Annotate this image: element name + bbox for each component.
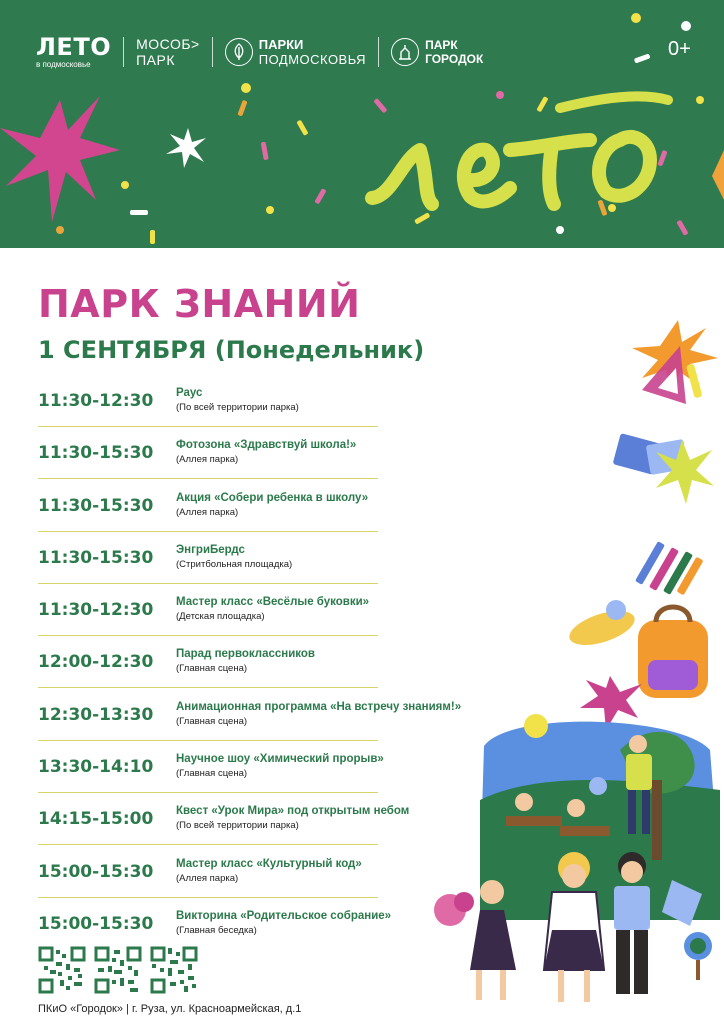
schedule-row: [38, 432, 486, 484]
leto-logo-text: ЛЕТО: [36, 33, 112, 61]
event-location: (Стритбольная площадка): [176, 558, 293, 570]
venue-address: ПКиО «Городок» | г. Руза, ул. Красноармейская, д.1: [38, 1003, 302, 1015]
logo-divider: [378, 37, 379, 67]
event-name: Анимационная программа «На встречу знаниям!»: [176, 700, 462, 713]
row-divider: [38, 897, 378, 898]
schedule-row: [38, 380, 486, 432]
event-name: Фотозона «Здравствуй школа!»: [176, 439, 357, 452]
event-name: Научное шоу «Химический прорыв»: [176, 753, 384, 766]
gorodok-logo-line2: ГОРОДОК: [425, 52, 484, 66]
parki-logo-line1: ПАРКИ: [258, 37, 304, 52]
event-date: 1 СЕНТЯБРЯ (Понедельник): [38, 336, 425, 364]
gorodok-logo-line1: ПАРК: [425, 38, 458, 52]
event-time: 12:00-12:30: [38, 652, 154, 673]
row-divider: [38, 635, 378, 636]
schedule-row: [38, 485, 486, 537]
tree-emblem-icon: [225, 38, 253, 66]
event-location: (По всей территории парка): [176, 820, 299, 832]
event-name: Мастер класс «Культурный код»: [176, 857, 362, 870]
event-time: 13:30-14:10: [38, 757, 154, 778]
event-time: 11:30-15:30: [38, 443, 154, 464]
event-location: (Аллея парка): [176, 506, 239, 518]
mosobpark-logo: [136, 36, 200, 68]
header-banner: [0, 0, 724, 248]
pink-star-decoration: [0, 96, 120, 222]
event-location: (Главная сцена): [176, 663, 248, 675]
event-time: 15:00-15:30: [38, 861, 154, 882]
mosobpark-logo-line2: ПАРК: [136, 52, 176, 68]
schedule-row: [38, 851, 486, 903]
event-name: Раус: [176, 387, 203, 399]
event-time: 11:30-12:30: [38, 391, 154, 411]
age-rating-badge: 0+: [668, 38, 691, 60]
page-title: ПАРК ЗНАНИЙ: [38, 282, 361, 326]
row-divider: [38, 426, 378, 427]
leto-logo-subtext: в подмосковье: [36, 60, 91, 69]
leto-lettering: [372, 96, 668, 204]
logo-divider: [123, 37, 124, 67]
church-emblem-icon: [391, 38, 419, 66]
event-name: Мастер класс «Весёлые буковки»: [176, 596, 370, 609]
event-schedule: [38, 380, 486, 955]
qr-code-icon[interactable]: [150, 946, 198, 994]
row-divider: [38, 687, 378, 688]
schedule-row: [38, 537, 486, 589]
event-location: (Главная сцена): [176, 715, 248, 727]
parki-podmoskovya-logo: [225, 37, 366, 67]
schedule-row: [38, 746, 486, 798]
event-name: Квест «Урок Мира» под открытым небом: [176, 805, 410, 818]
event-time: 14:15-15:00: [38, 809, 154, 830]
mosobpark-logo-line1: МОСОБ>: [136, 36, 200, 52]
event-location: (Главная беседка): [176, 924, 257, 936]
row-divider: [38, 531, 378, 532]
event-name: ЭнгриБердс: [176, 543, 245, 556]
event-location: (Аллея парка): [176, 454, 239, 466]
event-name: Викторина «Родительское собрание»: [176, 909, 392, 922]
school-illustration: [420, 320, 724, 1020]
event-name: Акция «Собери ребенка в школу»: [176, 491, 369, 504]
event-time: 11:30-15:30: [38, 495, 154, 516]
event-time: 11:30-12:30: [38, 600, 154, 621]
schedule-row: [38, 641, 486, 693]
event-location: (Главная сцена): [176, 768, 248, 780]
schedule-row: [38, 694, 486, 746]
row-divider: [38, 844, 378, 845]
partner-logos: [36, 30, 483, 74]
row-divider: [38, 792, 378, 793]
parki-logo-line2: ПОДМОСКОВЬЯ: [258, 52, 367, 67]
event-time: 11:30-15:30: [38, 547, 154, 568]
row-divider: [38, 583, 378, 584]
event-name: Парад первоклассников: [176, 648, 315, 661]
schedule-row: [38, 589, 486, 641]
event-location: (Детская площадка): [176, 611, 265, 623]
qr-code-icon[interactable]: [38, 946, 86, 994]
leto-logo: [36, 35, 111, 69]
logo-divider: [212, 37, 213, 67]
row-divider: [38, 740, 378, 741]
schedule-row: [38, 798, 486, 850]
event-location: (По всей территории парка): [176, 402, 299, 413]
event-location: (Аллея парка): [176, 872, 239, 884]
qr-code-icon[interactable]: [94, 946, 142, 994]
row-divider: [38, 478, 378, 479]
event-time: 12:30-13:30: [38, 704, 154, 725]
park-gorodok-logo: [391, 38, 483, 66]
event-time: 15:00-15:30: [38, 913, 154, 934]
